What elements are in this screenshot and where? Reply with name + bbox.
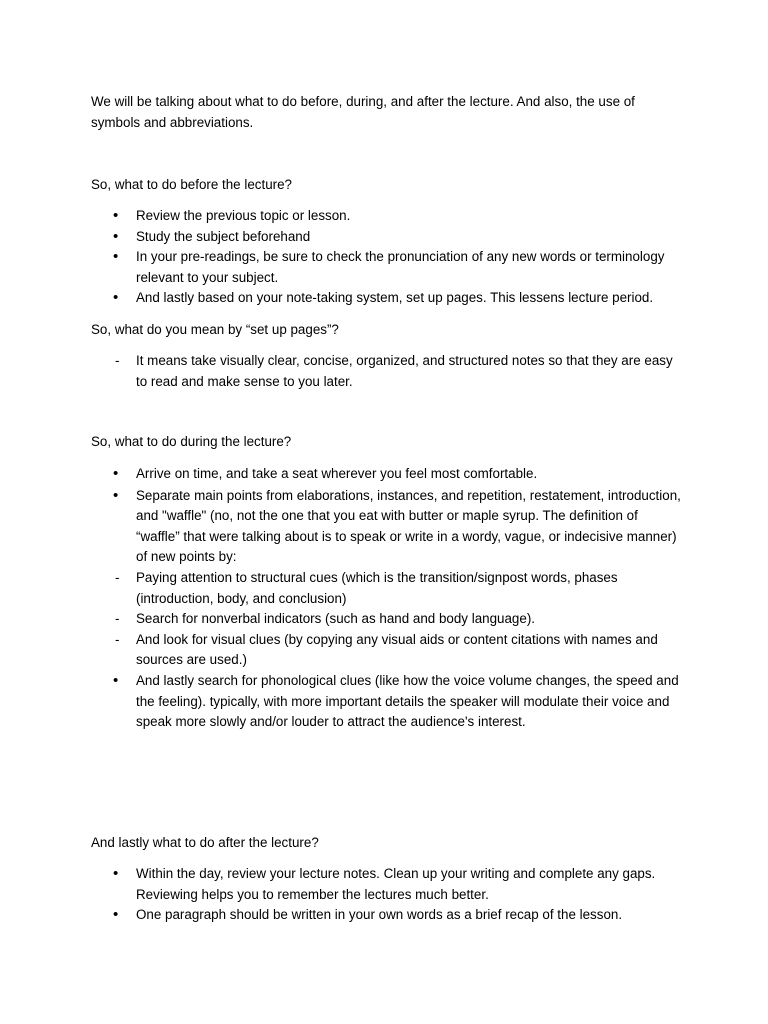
list-item: - Search for nonverbal indicators (such as hand and body language).	[91, 609, 681, 630]
list-item: • Separate main points from elaborations, instances, and repetition, restatement, introduction, and "waffle" (no, not the one that you eat with butter or maple syrup. The definition of “waffle” that were talking about is to speak or write in a wordy, vague, or indecisive manner) of new points by:	[113, 486, 681, 565]
bullet-marker: •	[113, 248, 119, 266]
intro-paragraph: We will be talking about what to do before, during, and after the lecture. And also, the use of symbols and abbreviations.	[91, 94, 635, 130]
setup-list	[91, 351, 681, 392]
dash-marker: -	[115, 569, 120, 585]
during-heading: So, what to do during the lecture?	[91, 434, 292, 449]
bullet-marker: •	[113, 289, 119, 307]
before-list	[91, 206, 681, 309]
bullet-marker: •	[113, 227, 119, 245]
list-item: • Arrive on time, and take a seat wherever you feel most comfortable.	[91, 464, 681, 485]
after-heading: And lastly what to do after the lecture?	[91, 835, 319, 850]
bullet-marker: •	[113, 465, 119, 482]
list-item: • And lastly search for phonological clues (like how the voice volume changes, the speed and the feeling). typically, with more important details the speaker will modulate their voice and speak more slowly and/or louder to attract the audience's interest.	[113, 671, 679, 730]
list-item: • Within the day, review your lecture notes. Clean up your writing and complete any gaps. Reviewing helps you to remember the lectures much better.	[113, 865, 656, 902]
dash-marker: -	[115, 631, 120, 647]
list-item: - And look for visual clues (by copying any visual aids or content citations with names and sources are used.)	[115, 631, 658, 668]
list-item: - Paying attention to structural cues (which is the transition/signpost words, phases (introduction, body, and conclusion)	[115, 569, 618, 606]
list-item: • Review the previous topic or lesson.	[91, 206, 681, 227]
during-list	[91, 464, 681, 733]
list-item: - It means take visually clear, concise, organized, and structured notes so that they are easy to read and make sense to you later.	[115, 353, 673, 389]
list-item: • In your pre-readings, be sure to check the pronunciation of any new words or terminology relevant to your subject.	[113, 248, 665, 285]
bullet-marker: •	[113, 207, 119, 224]
bullet-marker: •	[113, 486, 119, 504]
after-list	[91, 864, 681, 926]
bullet-marker: •	[113, 906, 119, 924]
bullet-marker: •	[113, 865, 119, 882]
dash-marker: -	[115, 611, 120, 627]
setup-question: So, what do you mean by “set up pages”?	[91, 322, 339, 337]
list-item: • Study the subject beforehand	[91, 227, 681, 248]
list-item: • And lastly based on your note-taking system, set up pages. This lessens lecture period.	[91, 288, 681, 309]
dash-marker: -	[115, 353, 120, 368]
before-heading: So, what to do before the lecture?	[91, 177, 292, 192]
list-item: • One paragraph should be written in your own words as a brief recap of the lesson.	[91, 905, 681, 926]
bullet-marker: •	[113, 671, 119, 689]
